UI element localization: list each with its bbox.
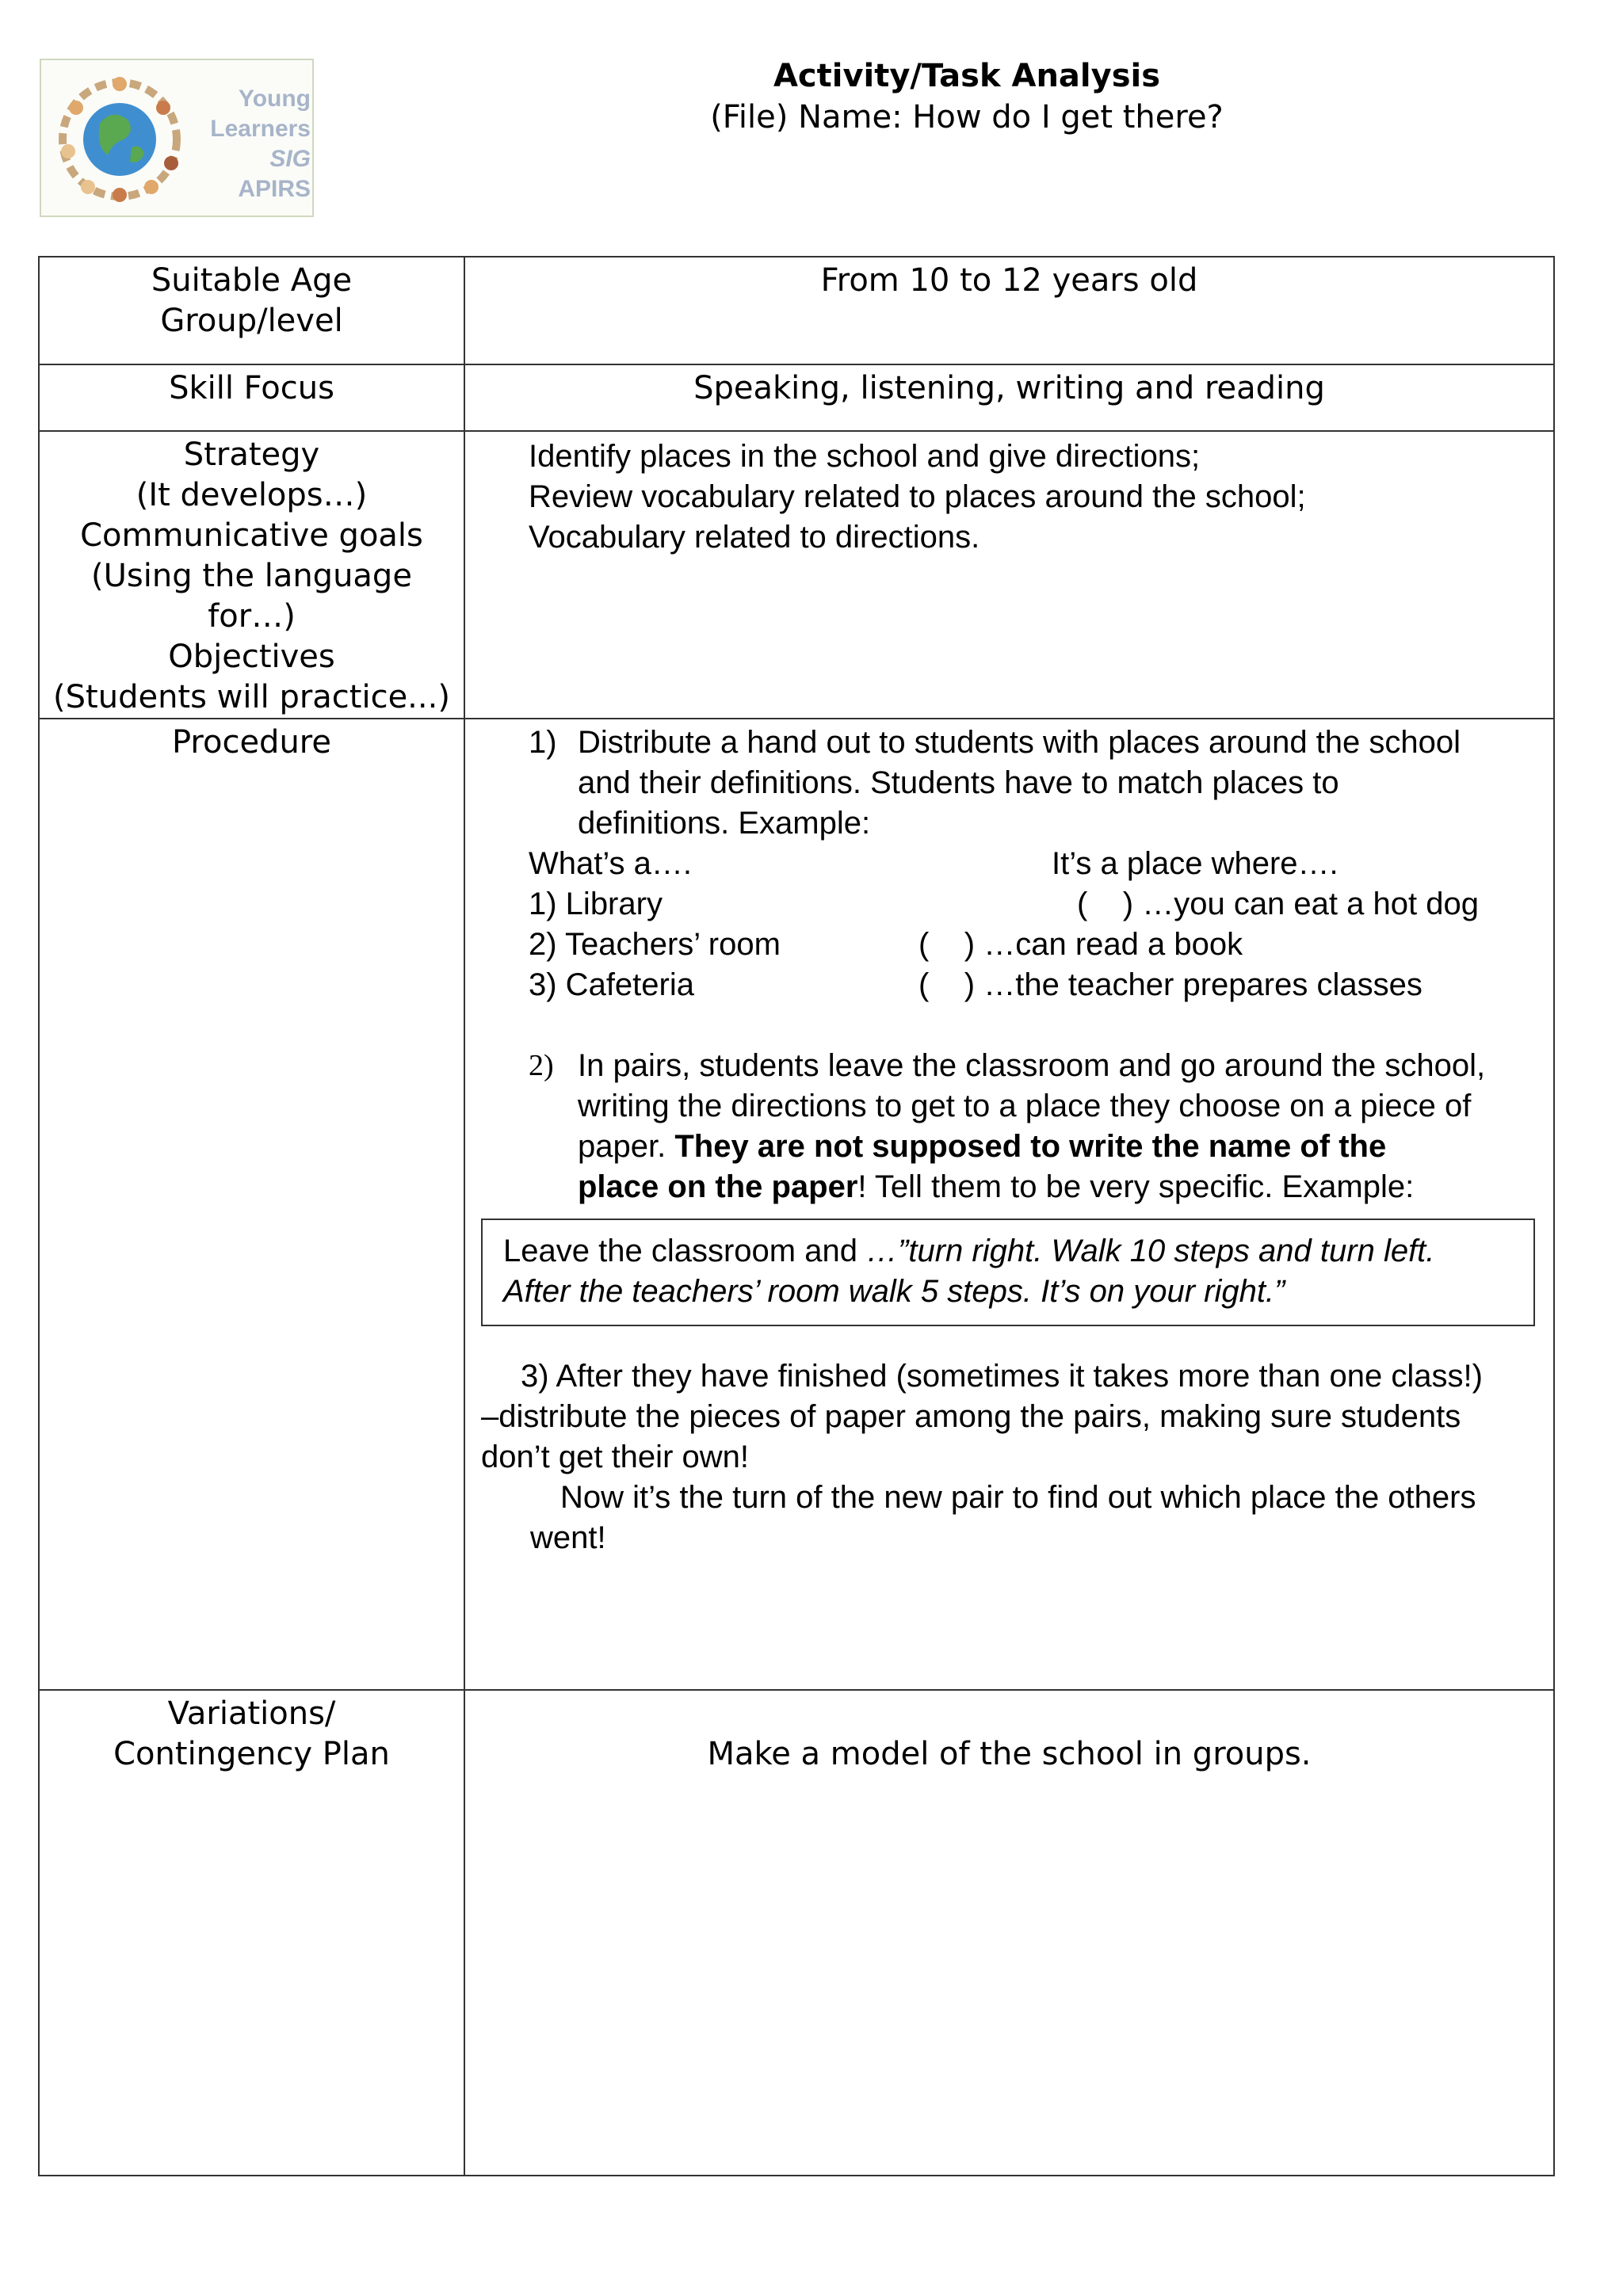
row-strategy xyxy=(39,431,1554,719)
globe-children-icon xyxy=(52,76,187,203)
row-skill-focus xyxy=(39,364,1554,431)
label-age-group: Suitable Age Group/level xyxy=(39,257,464,364)
value-strategy: Identify places in the school and give directions; Review vocabulary related to places around the school; Vocabulary related to directions. xyxy=(464,431,1554,719)
definition-1: ( ) …you can eat a hot dog xyxy=(1077,887,1479,921)
document-title: Activity/Task Analysis xyxy=(773,58,1161,94)
value-age-group: From 10 to 12 years old xyxy=(464,257,1554,364)
row-variations xyxy=(39,1690,1554,2176)
place-cafeteria: 3) Cafeteria xyxy=(529,967,694,1002)
definition-2: ( ) …can read a book xyxy=(918,927,1243,962)
logo-text: Young Learners SIG APIRS xyxy=(210,86,311,202)
value-procedure: 1) Distribute a hand out to students with places around the school and their definitions. Students have to match places to definitions. Example: What’s a…. It’s a place where…. 1) Library 2) Teachers’ room 3) Cafeteria ( ) …you can eat a hot dog ( ) …can read a book ( ) …the teacher prepares classes 2) In pairs, students leave the classroom and go around the school, writing the directions to get to a place they choose on a piece of paper. They are not supposed to write the name of the place on the paper! Tell them to be very specific. Example: Leave the classroom and …”turn right. Walk 10 steps and turn left. After the teachers’ room walk 5 steps. It’s on your right.” 3) After they have finished (sometimes it takes more than one class!) –distribute the pieces of paper among the pairs, making sure students don’t get their own! Now it’s the turn of the new pair to find out which place the others went! xyxy=(464,719,1554,1690)
directions-example-box: Leave the classroom and …”turn right. Walk 10 steps and turn left. After the teachers’ room walk 5 steps. It’s on your right.” xyxy=(481,1219,1535,1326)
label-procedure: Procedure xyxy=(39,719,464,1690)
file-name: (File) Name: How do I get there? xyxy=(710,99,1224,135)
value-skill-focus: Speaking, listening, writing and reading xyxy=(464,364,1554,431)
label-strategy: Strategy (It develops…) Communicative goals (Using the language for…) Objectives (Students will practice...) xyxy=(39,431,464,719)
place-library: 1) Library xyxy=(529,887,663,921)
logo xyxy=(40,59,314,217)
value-variations: Make a model of the school in groups. xyxy=(464,1690,1554,2176)
document-header xyxy=(491,55,1442,138)
row-procedure xyxy=(39,719,1554,1690)
label-skill-focus: Skill Focus xyxy=(39,364,464,431)
label-variations: Variations/ Contingency Plan xyxy=(39,1690,464,2176)
procedure-step-3: 3) After they have finished (sometimes it takes more than one class!) –distribute the pieces of paper among the pairs, making sure students don’t get their own! Now it’s the turn of the new pair to find out which place the others went! xyxy=(481,1359,1483,1555)
row-age-group xyxy=(39,257,1554,364)
place-teachers-room: 2) Teachers’ room xyxy=(529,927,781,962)
activity-table xyxy=(38,256,1555,2176)
definition-3: ( ) …the teacher prepares classes xyxy=(918,967,1423,1002)
